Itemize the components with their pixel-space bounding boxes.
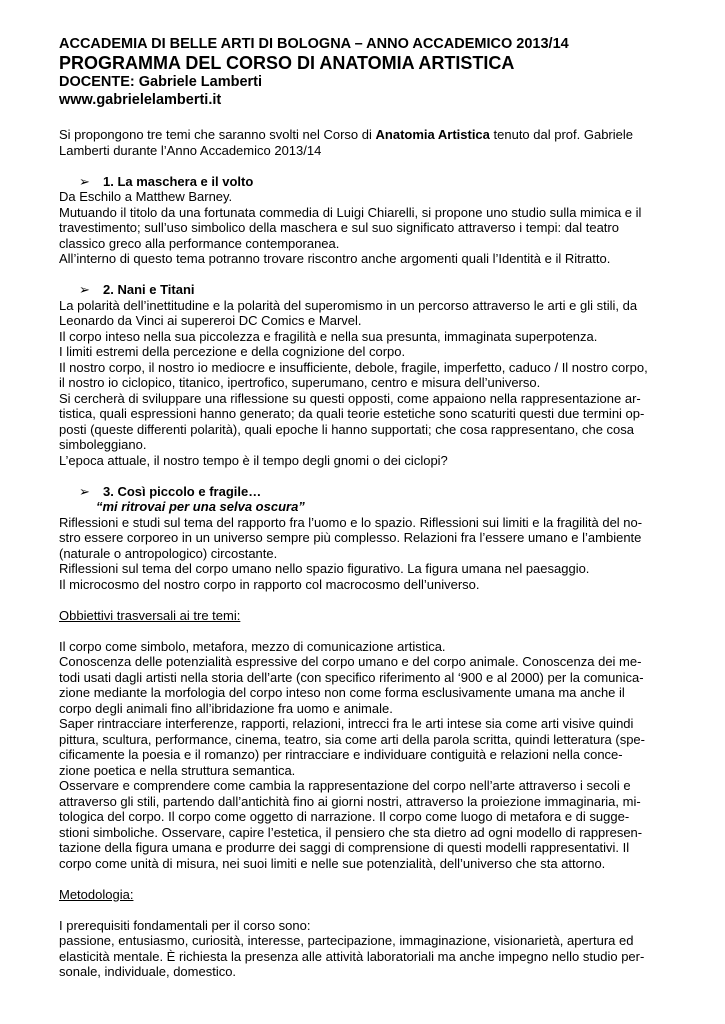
methodology-heading: Metodologia: — [59, 886, 134, 902]
section-3-heading — [59, 484, 671, 500]
section-2-line: La polarità dell’inettitudine e la polarità del superomismo in un percorso attraverso le arti e gli stili, da — [59, 297, 638, 313]
arrow-bullet-icon: ➢ — [79, 483, 90, 499]
objectives-line: corpo come unità di misura, nei suoi limiti e nelle sue potenzialità, dell’universo che sta attorno. — [59, 855, 606, 871]
objectives-line: stioni simboliche. Osservare, capire l’estetica, il pensiero che sta dietro ad ogni modello di rappresen- — [59, 824, 643, 840]
methodology-line: elasticità mentale. È richiesta la presenza alle attività laboratoriali ma anche impegno nello studio per- — [59, 948, 645, 964]
objectives-line: Osservare e comprendere come cambia la rappresentazione del corpo nell’arte attraverso i secoli e — [59, 778, 631, 793]
intro-paragraph — [59, 127, 671, 143]
header-website: www.gabrielelamberti.it — [59, 92, 222, 108]
methodology-line: I prerequisiti fondamentali per il corso sono: — [59, 917, 311, 933]
section-2-line: tistica, quali espressioni hanno generato; da quali teorie estetiche sono scaturiti questi due termini op- — [59, 406, 645, 421]
section-1-line: All’interno di questo tema potranno trovare riscontro anche argomenti quali l’Identità e il Ritratto. — [59, 251, 611, 266]
header-teacher: DOCENTE: Gabriele Lamberti — [59, 74, 263, 90]
objectives-line: zione poetica e nella struttura semantica. — [59, 762, 296, 778]
header-academy-line: ACCADEMIA DI BELLE ARTI DI BOLOGNA – ANNO ACCADEMICO 2013/14 — [59, 36, 569, 52]
section-2-line: posti (queste differenti polarità), quali epoche li hanno supportati; che cosa rappresentano, che cosa — [59, 421, 635, 437]
section-1-line: Da Eschilo a Matthew Barney. — [59, 189, 233, 204]
arrow-bullet-icon: ➢ — [79, 173, 90, 189]
section-2-line: Leonardo da Vinci ai supereroi DC Comics e Marvel. — [59, 313, 362, 328]
objectives-line: pittura, scultura, performance, cinema, teatro, sia come arti della parola scritta, quindi letteratura (spe- — [59, 731, 645, 747]
section-2-line: simboleggiano. — [59, 437, 147, 452]
intro-text: Si propongono tre temi che saranno svolti nel Corso di — [59, 127, 376, 142]
section-3-line: Riflessioni e studi sul tema del rapporto fra l’uomo e lo spazio. Riflessioni sui limiti e la fragilità del no- — [59, 514, 643, 530]
section-3-line: Riflessioni sul tema del corpo umano nello spazio figurativo. La figura umana nel paesaggio. — [59, 561, 590, 576]
intro-line-2: Lamberti durante l’Anno Accademico 2013/14 — [59, 142, 322, 158]
section-1-title: 1. La maschera e il volto — [103, 173, 254, 189]
section-2-line: il nostro io ciclopico, titanico, ipertrofico, superumano, centro e misura dell’universo. — [59, 375, 541, 390]
objectives-line: Il corpo come simbolo, metafora, mezzo di comunicazione artistica. — [59, 638, 446, 654]
section-3-subtitle: “mi ritrovai per una selva oscura” — [96, 499, 305, 514]
section-2-line: Il corpo inteso nella sua piccolezza e fragilità e nella sua presunta, immaginata superpotenza. — [59, 328, 598, 344]
section-2-line: I limiti estremi della percezione e della cognizione del corpo. — [59, 344, 406, 359]
objectives-line: corpo degli animali fino all’ibridazione fra uomo e animale. — [59, 700, 393, 716]
arrow-bullet-icon: ➢ — [79, 282, 90, 297]
objectives-line: tazione della figura umana e produrre dei saggi di comprensione di questi modelli rappresentativi. Il — [59, 840, 630, 855]
section-2-line: Si cercherà di sviluppare una riflessione su questi opposti, come appaiono nella rappresentazione ar- — [59, 390, 641, 406]
methodology-line: passione, entusiasmo, curiosità, interesse, partecipazione, immaginazione, visionarietà, apertura ed — [59, 933, 634, 948]
document-page — [59, 36, 671, 980]
intro-course-name: Anatomia Artistica — [375, 127, 490, 142]
objectives-line: zione mediante la morfologia del corpo inteso non come forma esclusivamente umana ma anche il — [59, 685, 625, 700]
section-3-line: stro essere corporeo in un universo sempre più complesso. Relazioni fra l’essere umano e l’ambiente — [59, 530, 642, 545]
section-2-title: 2. Nani e Titani — [103, 282, 195, 297]
objectives-heading: Obbiettivi trasversali ai tre temi: — [59, 607, 241, 623]
methodology-line: sonale, individuale, domestico. — [59, 964, 237, 979]
objectives-line: cificamente la poesia e il romanzo) per rintracciare e individuare contiguità e relazioni nella conce- — [59, 747, 623, 762]
section-1-line: Mutuando il titolo da una fortunata commedia di Luigi Chiarelli, si propone uno studio sulla mimica e il — [59, 204, 642, 220]
objectives-line: todi usati dagli artisti nella storia dell’arte (con specifico riferimento al ‘900 e al 2000) per la comunica- — [59, 669, 644, 685]
section-1-heading — [59, 174, 671, 190]
objectives-line: tologica del corpo. Il corpo come oggetto di narrazione. Il corpo come luogo di metafora e di sugge- — [59, 809, 630, 824]
intro-text-cont: tenuto dal prof. Gabriele — [489, 127, 633, 142]
section-3-line: (naturale o antropologico) circostante. — [59, 545, 278, 561]
section-3-line: Il microcosmo del nostro corpo in rapporto col macrocosmo dell’universo. — [59, 576, 480, 592]
objectives-line: attraverso gli stili, partendo dall’antichità fino ai giorni nostri, attraverso la proiezione immaginaria, mi- — [59, 793, 641, 809]
section-2-line: L’epoca attuale, il nostro tempo è il tempo degli gnomi o dei ciclopi? — [59, 452, 448, 468]
objectives-line: Conoscenza delle potenzialità espressive del corpo umano e del corpo animale. Conoscenza dei me- — [59, 654, 642, 669]
section-1-line: classico greco alla performance contemporanea. — [59, 235, 340, 251]
section-2-heading — [59, 282, 671, 298]
objectives-line: Saper rintracciare interferenze, rapporti, relazioni, intrecci fra le arti intese sia come arti visive quindi — [59, 716, 634, 731]
section-3-title: 3. Così piccolo e fragile… — [103, 483, 262, 499]
section-1-line: travestimento; sull’uso simbolico della maschera e sul suo significato attraverso i tempi: dal teatro — [59, 220, 619, 235]
section-2-line: Il nostro corpo, il nostro io mediocre e insufficiente, debole, fragile, imperfetto, caduco / Il nostro corpo, — [59, 359, 648, 375]
header-program-title: PROGRAMMA DEL CORSO DI ANATOMIA ARTISTICA — [59, 53, 515, 73]
